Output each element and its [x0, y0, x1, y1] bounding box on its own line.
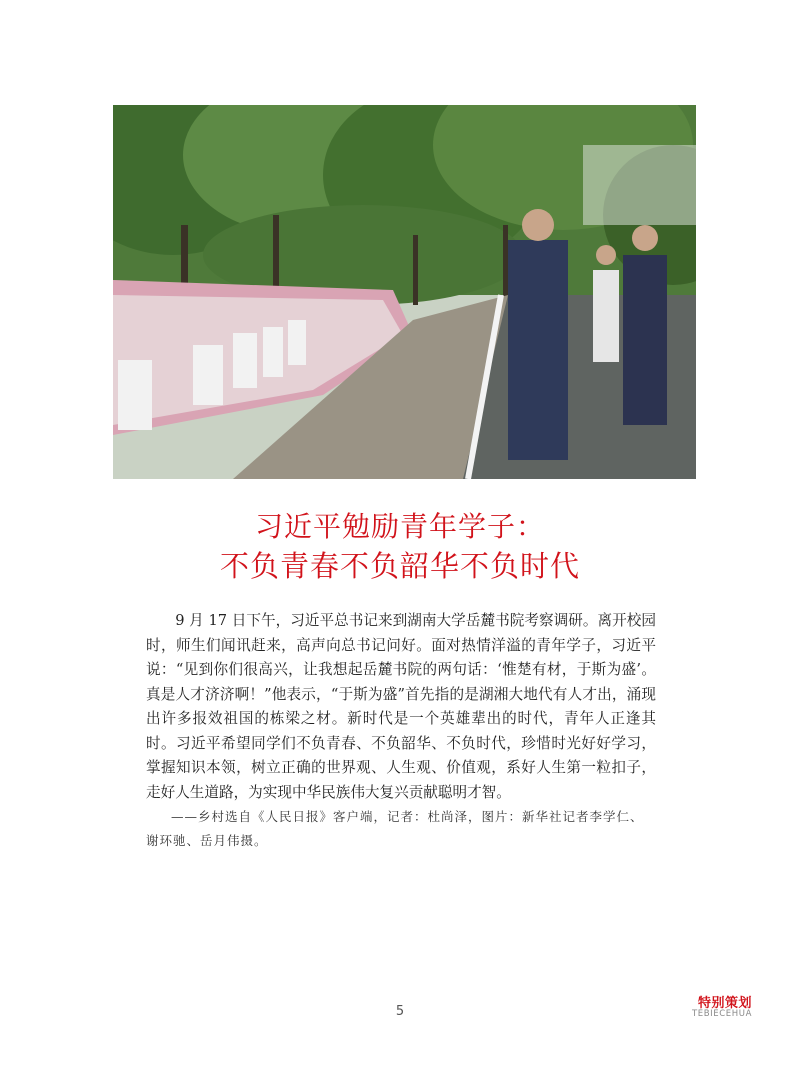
article-title-line1: 习近平勉励青年学子： — [254, 510, 545, 543]
news-photo — [113, 105, 696, 479]
section-label-en: TEBIECEHUA — [691, 1009, 752, 1019]
page-number: 5 — [395, 1004, 405, 1019]
article-credit: ——乡村选自《人民日报》客户端，记者：杜尚泽，图片：新华社记者李学仁、谢环驰、岳月伟摄。 — [146, 809, 644, 848]
article-title-line2: 不负青春不负韶华不负时代 — [219, 549, 580, 583]
article-body: 9 月 17 日下午，习近平总书记来到湖南大学岳麓书院考察调研。离开校园时，师生们闻讯赶来，高声向总书记问好。面对热情洋溢的青年学子，习近平说：“见到你们很高兴，让我想起岳麓书院的两句话：‘惟楚有材，于斯为盛’。真是人才济济啊！”他表示，“于斯为盛”首先指的是湖湘大地代有人才出，涌现出许多报效祖国的栋梁之材。新时代是一个英雄辈出的时代，青年人正逢其时。习近平希望同学们不负青春、不负韶华、不负时代，珍惜时光好好学习，掌握知识本领，树立正确的世界观、人生观、价值观，系好人生第一粒扣子，走好人生道路，为实现中华民族伟大复兴贡献聪明才智。 — [146, 612, 656, 801]
section-label-cn: 特别策划 — [697, 996, 752, 1011]
photo-illustration — [113, 105, 696, 479]
